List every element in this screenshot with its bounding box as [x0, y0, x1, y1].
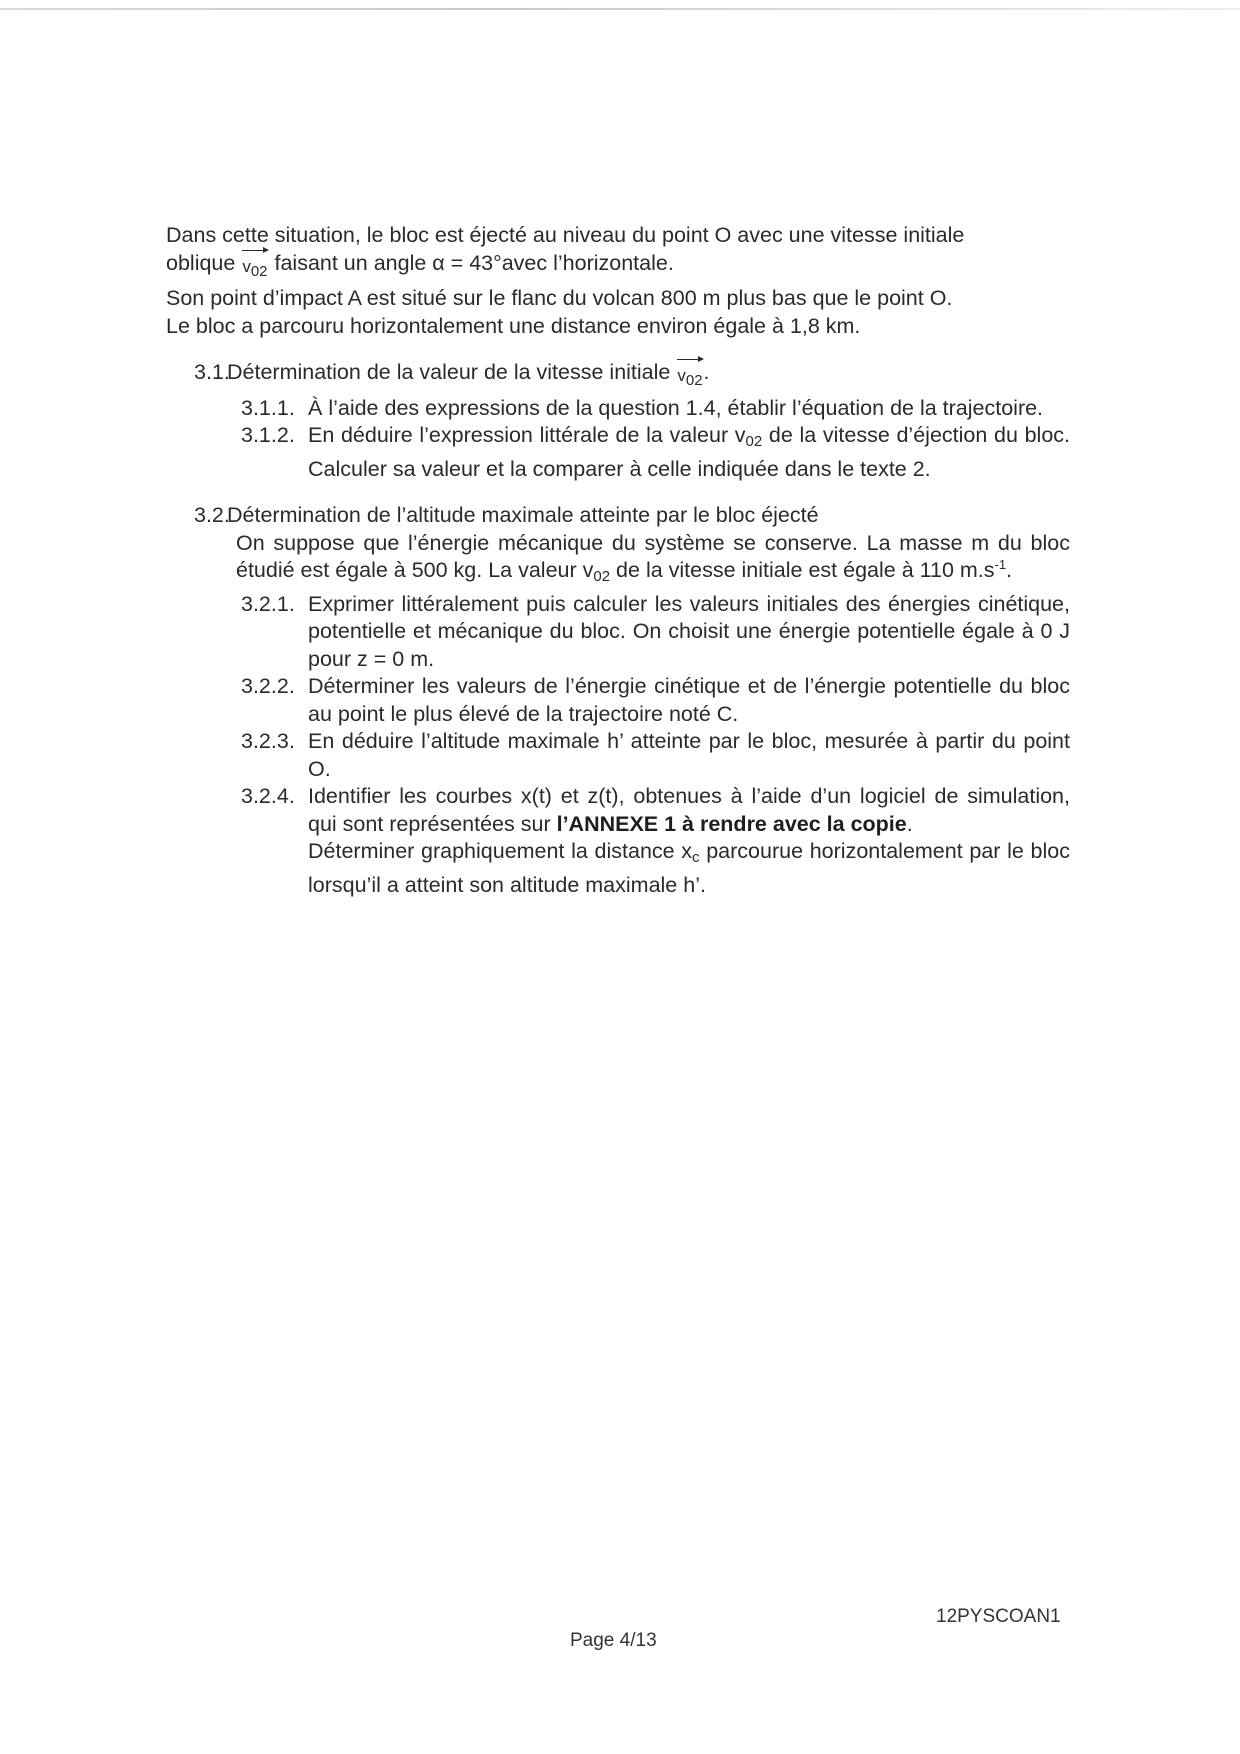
intro-paragraph	[166, 222, 1070, 340]
vector-v02	[241, 253, 268, 286]
intro-line-3: Son point d’impact A est situé sur le flanc du volcan 800 m plus bas que le point O.	[166, 286, 953, 310]
item-text-tail: de la vitesse d’éjection du bloc. Calculer sa valeur et la comparer à celle indiquée dans le texte 2.	[308, 423, 1070, 481]
item-text: En déduire l’expression littérale de la valeur v	[308, 423, 746, 447]
item-bold-annex-reference: l’ANNEXE 1 à rendre avec la copie	[556, 811, 907, 836]
paragraph-text: On suppose que l’énergie mécanique du système se conserve. La masse m du bloc étudié est égale à 500 kg. La valeur v	[236, 530, 1070, 582]
item-number: 3.2.3.	[241, 729, 295, 753]
vector-subscript: 02	[685, 372, 703, 389]
item-number: 3.2.2.	[241, 674, 295, 698]
item-number: 3.1.2.	[241, 423, 295, 447]
item-number: 3.2.1.	[241, 591, 295, 616]
item-subscript: c	[692, 849, 700, 866]
intro-line-2	[166, 250, 1070, 286]
intro-line-4: Le bloc a parcouru horizontalement une distance environ égale à 1,8 km.	[166, 313, 861, 338]
item-3-2-1	[166, 591, 1070, 674]
item-subscript: 02	[745, 433, 763, 450]
item-text: À l’aide des expressions de la question 1.4, établir l’équation de la trajectoire.	[308, 395, 1044, 420]
item-3-2-3	[166, 728, 1070, 783]
vector-symbol: v	[677, 366, 686, 385]
item-3-1-1	[166, 395, 1070, 423]
section-3-1-heading	[166, 359, 1070, 395]
item-text: En déduire l’altitude maximale h’ atteinte par le bloc, mesurée à partir du point O.	[308, 729, 1070, 781]
item-number: 3.1.1.	[241, 395, 295, 420]
paragraph-subscript: 02	[593, 568, 611, 585]
document-code: 12PYSCOAN1	[936, 1606, 1061, 1627]
section-title-end: .	[703, 360, 710, 384]
scan-edge-line	[0, 8, 1240, 10]
paragraph-superscript: -1	[994, 556, 1007, 572]
section-number: 3.1.	[194, 360, 230, 384]
vector-symbol: v	[242, 256, 251, 276]
section-3-2-paragraph	[166, 530, 1070, 591]
section-title: Détermination de la valeur de la vitesse initiale	[227, 360, 677, 384]
vector-v02	[676, 362, 703, 395]
section-number: 3.2.	[194, 503, 230, 527]
document-body	[166, 222, 1070, 899]
intro-line-2-text: oblique	[166, 250, 242, 275]
item-3-2-4	[166, 783, 1070, 899]
item-text-end: .	[906, 811, 913, 836]
intro-line-1: Dans cette situation, le bloc est éjecté au niveau du point O avec une vitesse initiale	[166, 223, 965, 247]
item-text: Identifier les courbes x(t) et z(t), obtenues à l’aide d’un logiciel de simulation, qui sont représentées sur	[308, 784, 1070, 836]
vector-subscript: 02	[250, 262, 268, 280]
paragraph-text-end: .	[1006, 558, 1013, 582]
page-number: Page 4/13	[570, 1630, 657, 1651]
item-text: Exprimer littéralement puis calculer les valeurs initiales des énergies cinétique, potentielle et mécanique du bloc. On choisit une énergie potentielle égale à 0 J pour z = 0 m.	[308, 591, 1070, 671]
section-3-2-heading	[166, 502, 1070, 530]
item-3-1-2	[166, 422, 1070, 483]
intro-line-2-tail: faisant un angle α = 43°avec l’horizontale.	[268, 250, 674, 275]
item-text: Déterminer les valeurs de l’énergie cinétique et de l’énergie potentielle du bloc au point le plus élevé de la trajectoire noté C.	[308, 674, 1070, 726]
item-text-2: Déterminer graphiquement la distance x	[308, 839, 693, 863]
section-title: Détermination de l’altitude maximale atteinte par le bloc éjecté	[227, 503, 819, 527]
item-text-2-tail: parcourue horizontalement par le bloc lorsqu’il a atteint son altitude maximale h’.	[308, 839, 1070, 897]
paragraph-text-mid: de la vitesse initiale est égale à 110 m.s	[610, 558, 995, 582]
item-number: 3.2.4.	[241, 784, 295, 808]
item-3-2-2	[166, 673, 1070, 728]
